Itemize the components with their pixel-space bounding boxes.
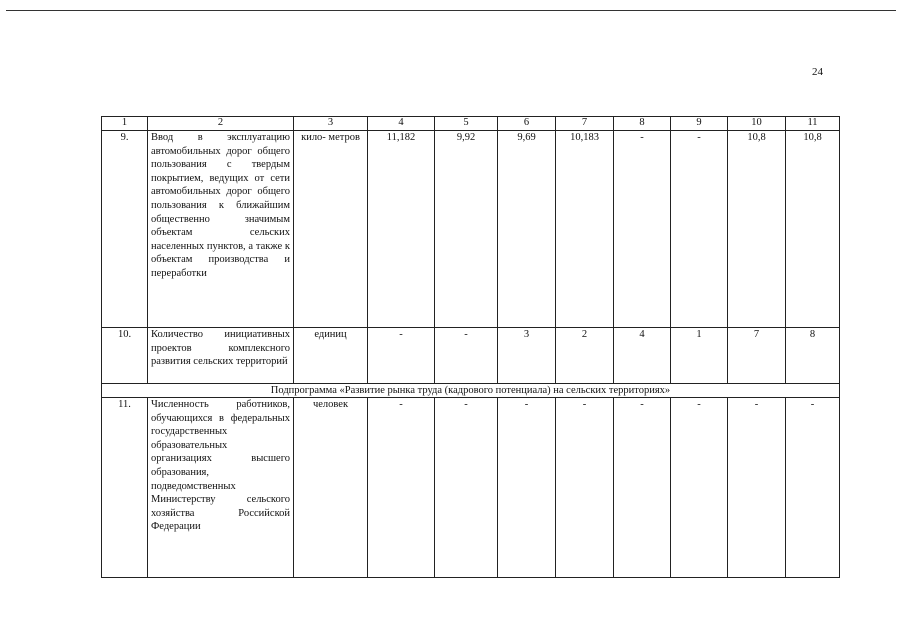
row-number: 9. (102, 131, 148, 328)
row-value: - (368, 328, 435, 384)
row-value: - (435, 328, 498, 384)
top-rule (6, 10, 896, 11)
row-value: - (435, 398, 498, 578)
row-value: 8 (786, 328, 840, 384)
column-header: 6 (498, 117, 556, 131)
row-value: 3 (498, 328, 556, 384)
column-header: 5 (435, 117, 498, 131)
table-row (102, 328, 840, 384)
column-number-row (102, 117, 840, 131)
column-header: 11 (786, 117, 840, 131)
row-value: 1 (671, 328, 728, 384)
indicators-table (101, 116, 840, 578)
column-header: 3 (294, 117, 368, 131)
row-value: - (786, 398, 840, 578)
row-value: - (368, 398, 435, 578)
row-description: Количество инициативных проектов комплексного развития сельских территорий (148, 328, 294, 384)
column-header: 7 (556, 117, 614, 131)
row-value: 2 (556, 328, 614, 384)
row-value: - (614, 398, 671, 578)
row-description: Ввод в эксплуатацию автомобильных дорог общего пользования с твердым покрытием, ведущих от сети автомобильных дорог общего пользования к ближайшим общественно значимым объектам сельских населенных пунктов, а также к объектам производства и переработки (148, 131, 294, 328)
table-row (102, 398, 840, 578)
subprogram-title: Подпрограмма «Развитие рынка труда (кадрового потенциала) на сельских территориях» (102, 384, 840, 398)
row-value: 10,183 (556, 131, 614, 328)
row-value: - (671, 398, 728, 578)
column-header: 9 (671, 117, 728, 131)
row-value: 9,92 (435, 131, 498, 328)
row-value: 4 (614, 328, 671, 384)
row-value: 10,8 (786, 131, 840, 328)
column-header: 8 (614, 117, 671, 131)
row-number: 10. (102, 328, 148, 384)
column-header: 1 (102, 117, 148, 131)
row-value: 7 (728, 328, 786, 384)
row-value: - (498, 398, 556, 578)
row-value: - (556, 398, 614, 578)
row-number: 11. (102, 398, 148, 578)
row-value: - (671, 131, 728, 328)
row-value: 10,8 (728, 131, 786, 328)
row-value: 9,69 (498, 131, 556, 328)
column-header: 2 (148, 117, 294, 131)
row-unit: кило- метров (294, 131, 368, 328)
row-value: 11,182 (368, 131, 435, 328)
row-value: - (614, 131, 671, 328)
section-title-row (102, 384, 840, 398)
row-description: Численность работников, обучающихся в федеральных государственных образовательных организациях высшего образования, подведомственных Министерству сельского хозяйства Российской Федерации (148, 398, 294, 578)
row-unit: единиц (294, 328, 368, 384)
row-unit: человек (294, 398, 368, 578)
row-value: - (728, 398, 786, 578)
column-header: 10 (728, 117, 786, 131)
column-header: 4 (368, 117, 435, 131)
table-row (102, 131, 840, 328)
page-number: 24 (812, 66, 823, 78)
